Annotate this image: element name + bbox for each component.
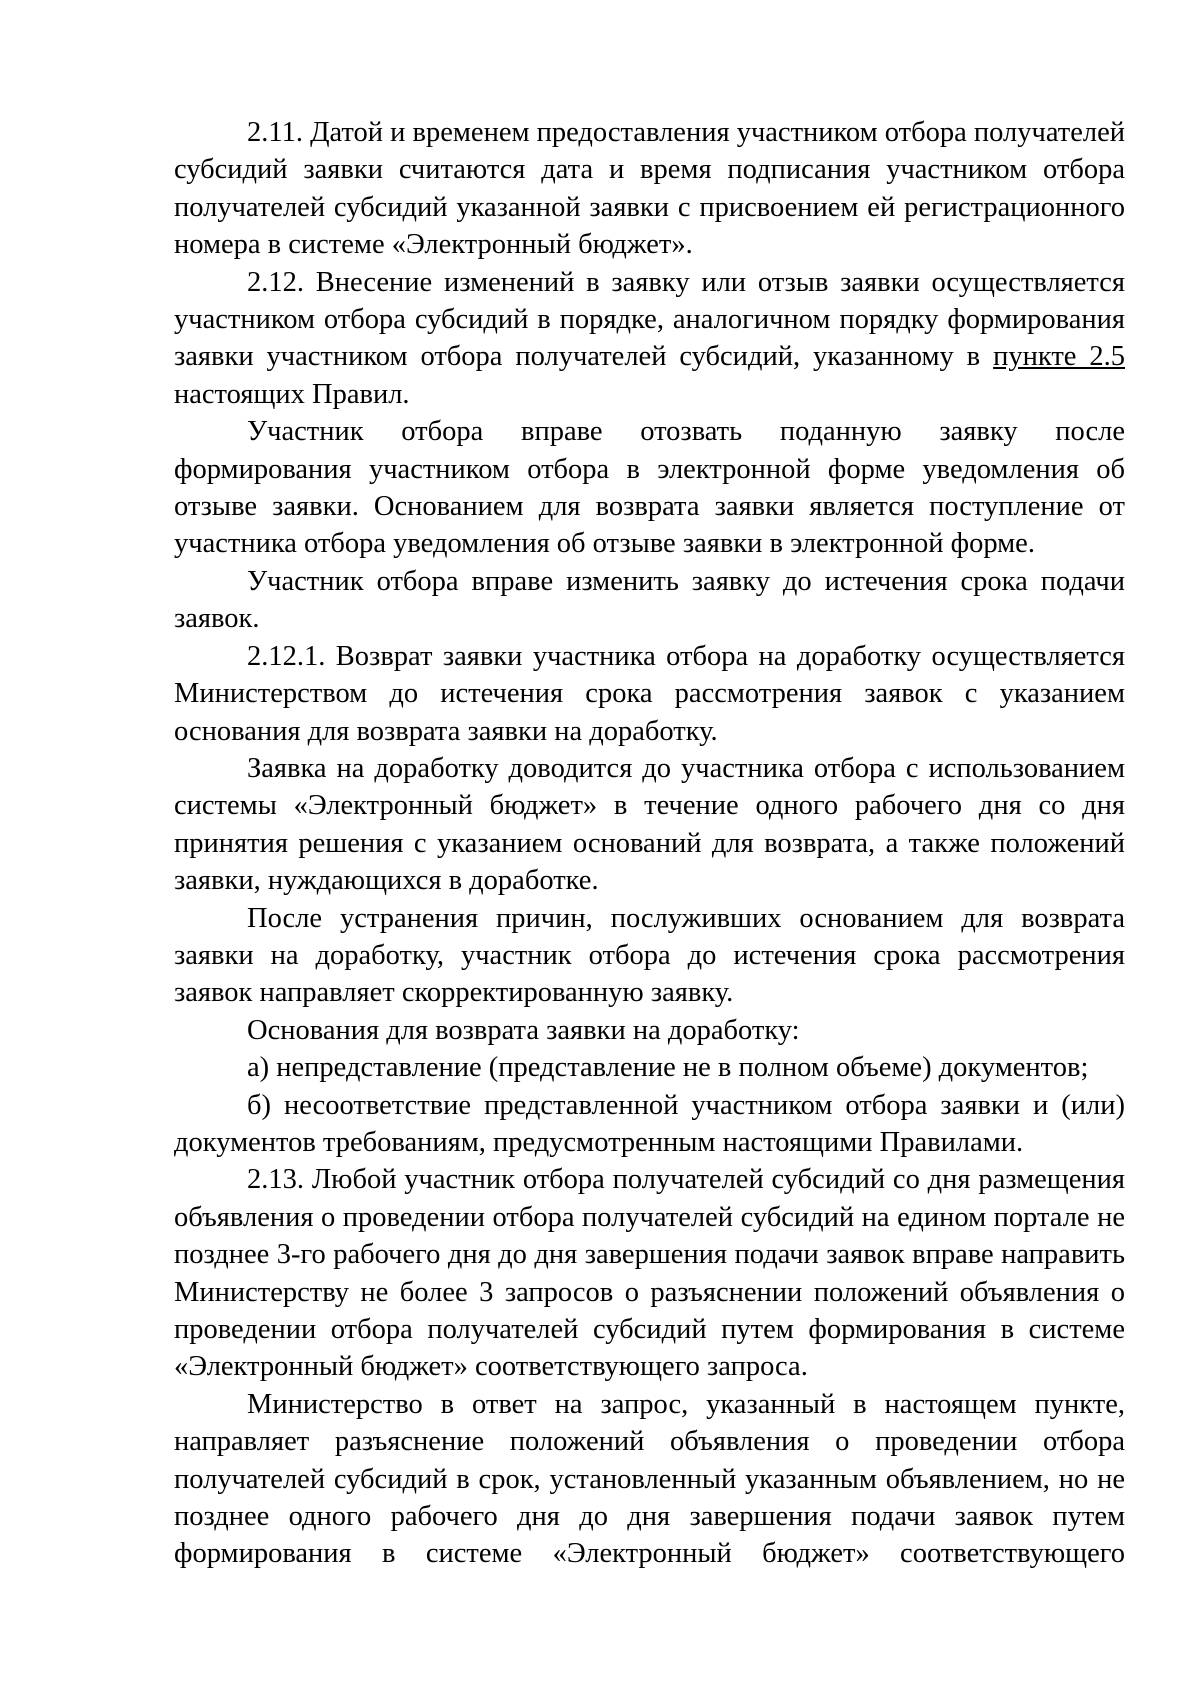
paragraph-2-11: 2.11. Датой и временем предоставления участником отбора получателей субсидий заявки считаются дата и время подписания участником отбора получателей субсидий указанной заявки с присвоением ей регистрационного номера в системе «Электронный бюджет». — [174, 117, 1125, 261]
paragraph-withdrawal: Участник отбора вправе отозвать поданную заявку после формирования участником отбора в электронной форме уведомления об отзыве заявки. Основанием для возврата заявки является поступление от участника отбора уведомления об отзыве заявки в электронной форме. — [174, 416, 1125, 560]
list-item-b: б) несоответствие представленной участником отбора заявки и (или) документов требованиям, предусмотренным настоящими Правилами. — [174, 1089, 1125, 1158]
paragraph-2-12-text-before: 2.12. Внесение изменений в заявку или отзыв заявки осуществляется участником отбора субсидий в порядке, аналогичном порядку формирования заявки участником отбора получателей субсидий, указанному в — [174, 266, 1125, 373]
paragraph-return-notice: Заявка на доработку доводится до участника отбора с использованием системы «Электронный бюджет» в течение одного рабочего дня со дня принятия решения с указанием оснований для возврата, а также положений заявки, нуждающихся в доработке. — [174, 752, 1125, 897]
paragraph-change-application: Участник отбора вправе изменить заявку до истечения срока подачи заявок. — [174, 565, 1125, 635]
paragraph-resubmission: После устранения причин, послуживших основанием для возврата заявки на доработку, участник отбора до истечения срока рассмотрения заявок направляет скорректированную заявку. — [174, 902, 1125, 1009]
paragraph-ministry-response: Министерство в ответ на запрос, указанный в настоящем пункте, направляет разъяснение положений объявления о проведении отбора получателей субсидий в срок, установленный указанным объявлением, но не позднее одного рабочего дня до дня завершения подачи заявок путем формирования в системе «Электронный бюджет» соответствующего — [174, 1388, 1125, 1570]
paragraph-return-grounds: Основания для возврата заявки на доработку: — [247, 1014, 800, 1046]
paragraph-2-12-text-after: настоящих Правил. — [174, 378, 410, 410]
paragraph-2-12 — [174, 264, 1125, 414]
paragraph-2-12-1: 2.12.1. Возврат заявки участника отбора на доработку осуществляется Министерством до истечения срока рассмотрения заявок с указанием основания для возврата заявки на доработку. — [174, 640, 1125, 747]
document-page — [174, 114, 1125, 1573]
clause-2-5-link[interactable]: пункте 2.5 — [993, 341, 1125, 373]
list-item-a: а) непредставление (представление не в полном объеме) документов; — [247, 1052, 1089, 1084]
paragraph-2-13: 2.13. Любой участник отбора получателей субсидий со дня размещения объявления о проведении отбора получателей субсидий на едином портале не позднее 3-го рабочего дня до дня завершения подачи заявок вправе направить Министерству не более 3 запросов о разъяснении положений объявления о проведении отбора получателей субсидий путем формирования в системе «Электронный бюджет» соответствующего запроса. — [174, 1164, 1125, 1383]
